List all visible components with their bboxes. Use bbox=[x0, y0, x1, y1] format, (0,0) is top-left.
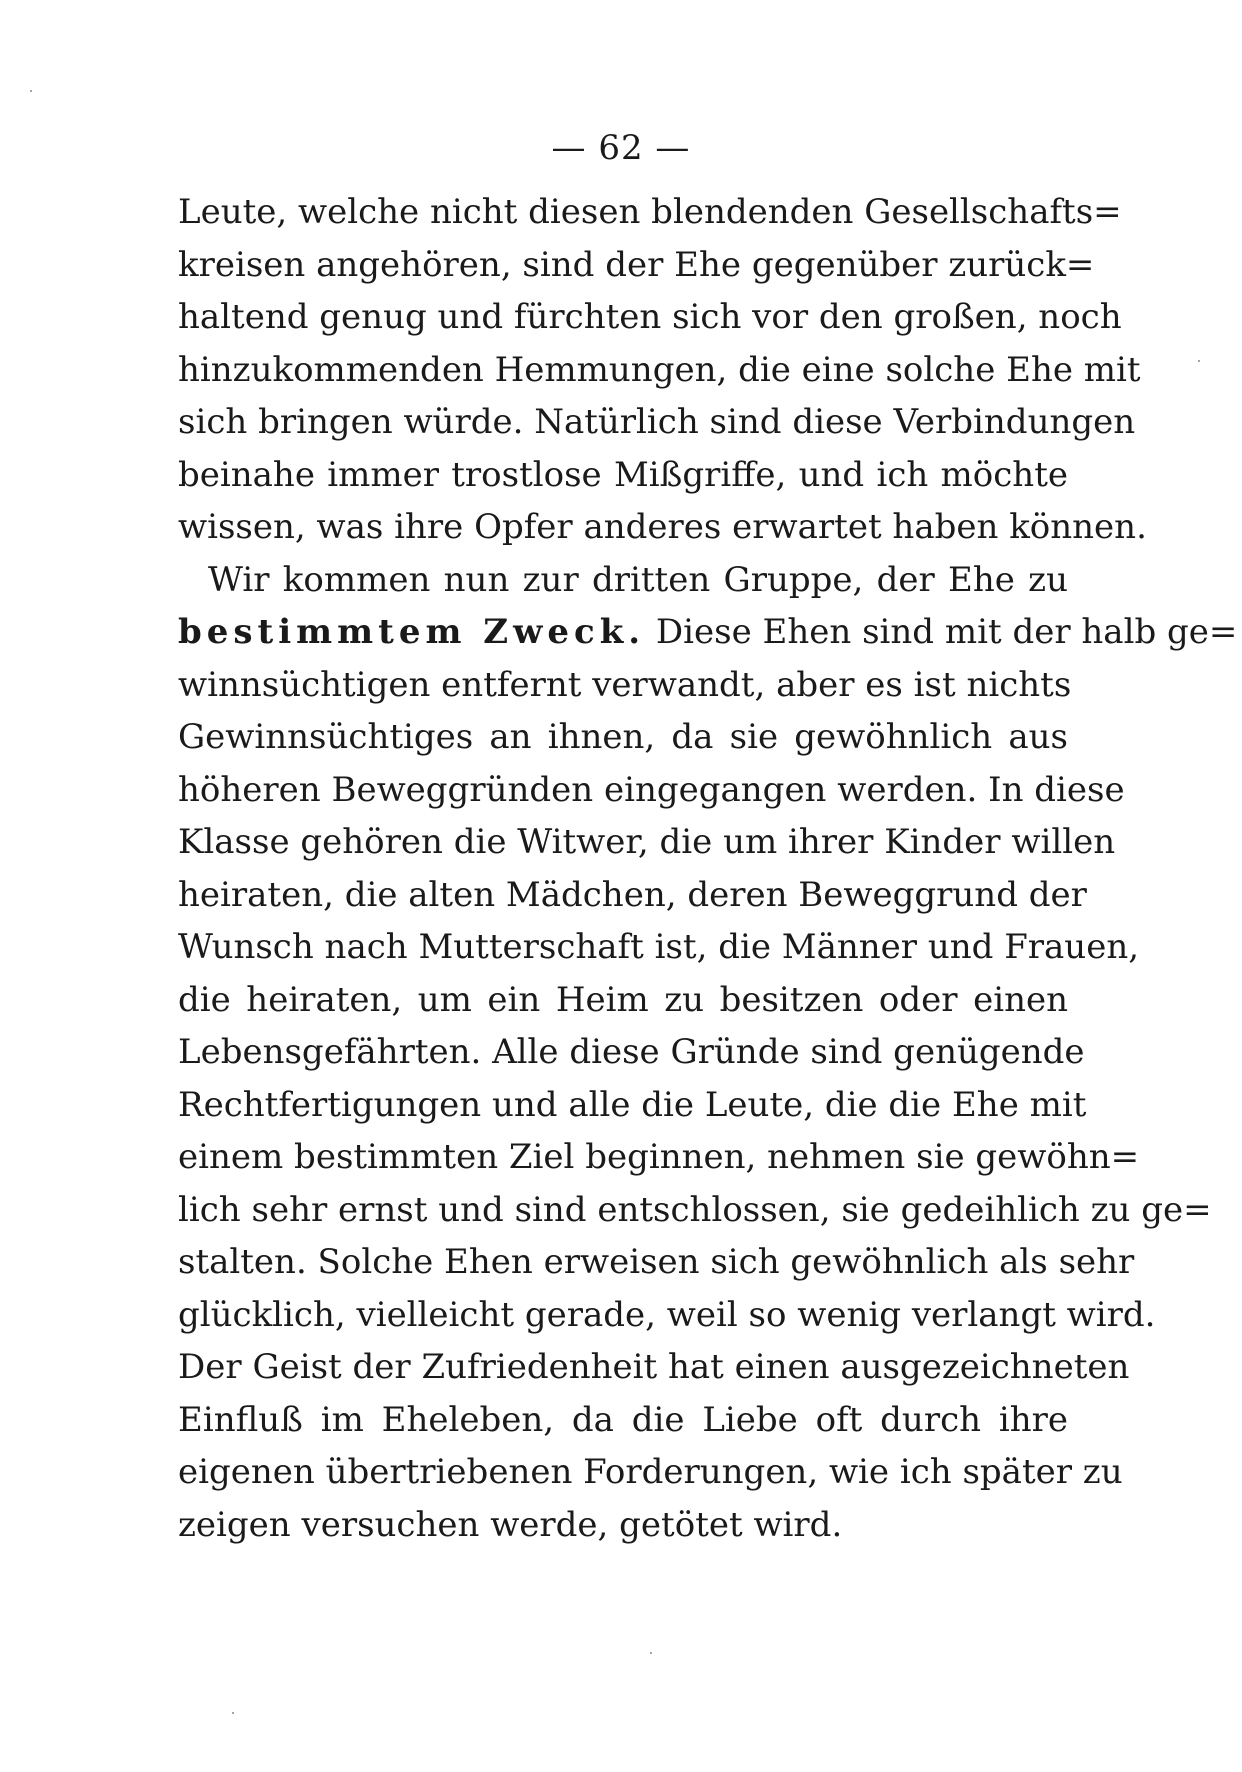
emphasized-phrase: bestimmtem Zweck. bbox=[178, 612, 646, 652]
text-line: höheren Beweggründen eingegangen werden. In diese bbox=[178, 769, 1125, 810]
emphasis-line-rest: Diese Ehen sind mit der halb ge= bbox=[645, 612, 1238, 652]
text-line: heiraten, die alten Mädchen, deren Beweggrund der bbox=[178, 874, 1087, 915]
text-line: lich sehr ernst und sind entschlossen, sie gedeihlich zu ge= bbox=[178, 1189, 1212, 1230]
paragraph-first-line: Wir kommen nun zur dritten Gruppe, der Ehe zu bbox=[208, 559, 1068, 600]
text-line: Wunsch nach Mutterschaft ist, die Männer und Frauen, bbox=[178, 927, 1140, 967]
text-line: hinzukommenden Hemmungen, die eine solche Ehe mit bbox=[178, 349, 1141, 390]
text-line: Gewinnsüchtiges an ihnen, da sie gewöhnlich aus bbox=[178, 717, 1068, 757]
text-line: eigenen übertriebenen Forderungen, wie ich später zu bbox=[178, 1452, 1123, 1492]
text-line: die heiraten, um ein Heim zu besitzen oder einen bbox=[178, 979, 1068, 1020]
speck bbox=[30, 90, 32, 92]
text-line: Klasse gehören die Witwer, die um ihrer Kinder willen bbox=[178, 822, 1116, 862]
text-line: wissen, was ihre Opfer anderes erwartet haben können. bbox=[178, 507, 1147, 547]
page-number: — 62 — bbox=[551, 128, 691, 168]
text-line: glücklich, vielleicht gerade, weil so wenig verlangt wird. bbox=[178, 1294, 1156, 1335]
text-line: beinahe immer trostlose Mißgriffe, und ich möchte bbox=[178, 454, 1068, 495]
text-line: Rechtfertigungen und alle die Leute, die die Ehe mit bbox=[178, 1084, 1087, 1125]
text-line: Leute, welche nicht diesen blendenden Gesellschafts= bbox=[178, 192, 1122, 232]
text-line: haltend genug und fürchten sich vor den großen, noch bbox=[178, 297, 1122, 337]
emphasis-line bbox=[178, 606, 1238, 659]
body-text bbox=[178, 186, 1238, 1551]
text-line: Der Geist der Zufriedenheit hat einen ausgezeichneten bbox=[178, 1347, 1130, 1387]
speck bbox=[650, 1652, 652, 1654]
text-line: zeigen versuchen werde, getötet wird. bbox=[178, 1504, 843, 1545]
text-line: sich bringen würde. Natürlich sind diese Verbindungen bbox=[178, 402, 1136, 442]
text-line: Einfluß im Eheleben, da die Liebe oft durch ihre bbox=[178, 1399, 1068, 1440]
text-line: stalten. Solche Ehen erweisen sich gewöhnlich als sehr bbox=[178, 1242, 1135, 1282]
speck bbox=[232, 1712, 234, 1714]
text-line: Lebensgefährten. Alle diese Gründe sind genügende bbox=[178, 1032, 1085, 1072]
text-line: kreisen angehören, sind der Ehe gegenüber zurück= bbox=[178, 244, 1095, 285]
text-line: einem bestimmten Ziel beginnen, nehmen sie gewöhn= bbox=[178, 1137, 1140, 1177]
speck bbox=[1198, 360, 1200, 362]
text-line: winnsüchtigen entfernt verwandt, aber es ist nichts bbox=[178, 664, 1072, 705]
